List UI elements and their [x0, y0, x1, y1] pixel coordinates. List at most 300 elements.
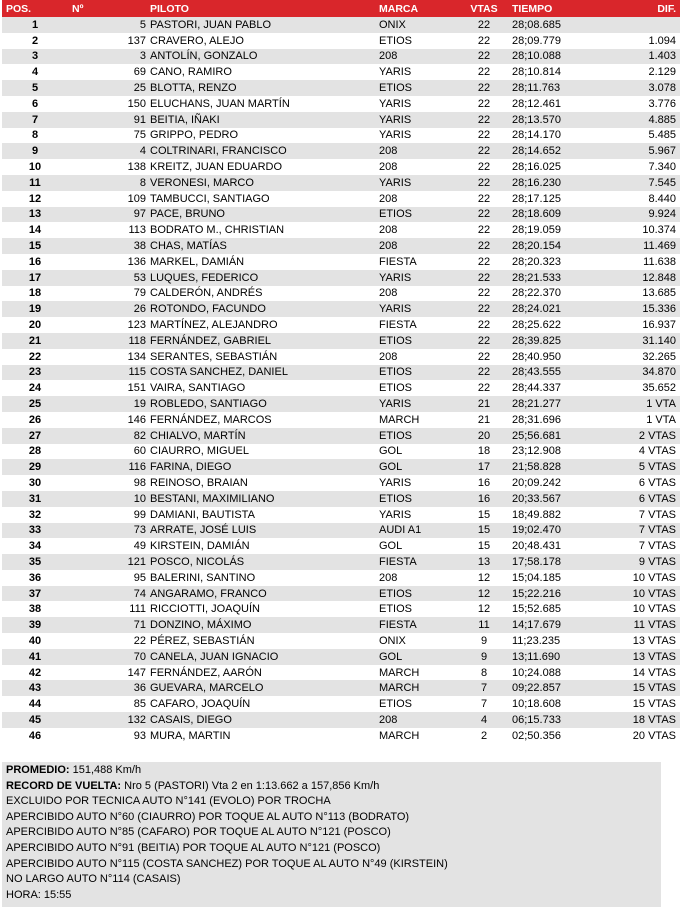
brand-cell: YARIS: [377, 64, 459, 80]
gap-cell: 7 VTAS: [602, 507, 680, 523]
pos-cell: 15: [2, 238, 68, 254]
time-cell: 20;48.431: [509, 538, 602, 554]
time-cell: 02;50.356: [509, 728, 602, 744]
table-row: [2, 507, 680, 523]
gap-cell: 31.140: [602, 333, 680, 349]
number-cell: 79: [68, 286, 148, 302]
brand-cell: YARIS: [377, 270, 459, 286]
gap-cell: 7 VTAS: [602, 538, 680, 554]
table-row: [2, 349, 680, 365]
driver-cell: SERANTES, SEBASTIÁN: [148, 349, 377, 365]
table-row: [2, 143, 680, 159]
gap-cell: 11.638: [602, 254, 680, 270]
brand-cell: YARIS: [377, 128, 459, 144]
pos-cell: 2: [2, 33, 68, 49]
table-row: [2, 649, 680, 665]
brand-cell: ETIOS: [377, 696, 459, 712]
brand-cell: MARCH: [377, 728, 459, 744]
brand-cell: FIESTA: [377, 254, 459, 270]
number-cell: 74: [68, 586, 148, 602]
brand-cell: 208: [377, 191, 459, 207]
driver-cell: DAMIANI, BAUTISTA: [148, 507, 377, 523]
laps-cell: 22: [459, 80, 509, 96]
table-row: [2, 159, 680, 175]
pos-cell: 25: [2, 396, 68, 412]
gap-cell: 20 VTAS: [602, 728, 680, 744]
gap-cell: 11.469: [602, 238, 680, 254]
number-cell: 116: [68, 459, 148, 475]
time-cell: 28;22.370: [509, 286, 602, 302]
brand-cell: FIESTA: [377, 317, 459, 333]
pos-cell: 44: [2, 696, 68, 712]
driver-cell: BEITIA, IÑAKI: [148, 112, 377, 128]
laps-cell: 22: [459, 112, 509, 128]
driver-cell: BESTANI, MAXIMILIANO: [148, 491, 377, 507]
laps-cell: 22: [459, 159, 509, 175]
table-row: [2, 523, 680, 539]
pos-cell: 30: [2, 475, 68, 491]
brand-cell: YARIS: [377, 507, 459, 523]
gap-cell: 2.129: [602, 64, 680, 80]
laps-cell: 22: [459, 238, 509, 254]
pos-cell: 21: [2, 333, 68, 349]
gap-cell: 10 VTAS: [602, 570, 680, 586]
note-line: APERCIBIDO AUTO N°60 (CIAURRO) POR TOQUE AL AUTO N°113 (BODRATO): [6, 810, 410, 823]
driver-cell: RICCIOTTI, JOAQUÍN: [148, 601, 377, 617]
pos-cell: 40: [2, 633, 68, 649]
number-cell: 97: [68, 207, 148, 223]
time-cell: 28;20.323: [509, 254, 602, 270]
number-cell: 73: [68, 523, 148, 539]
pos-cell: 22: [2, 349, 68, 365]
laps-cell: 22: [459, 380, 509, 396]
laps-cell: 11: [459, 617, 509, 633]
gap-cell: 13.685: [602, 286, 680, 302]
number-cell: 25: [68, 80, 148, 96]
results-table: [2, 0, 680, 744]
laps-cell: 16: [459, 491, 509, 507]
laps-cell: 12: [459, 601, 509, 617]
table-row: [2, 380, 680, 396]
pos-cell: 27: [2, 428, 68, 444]
driver-cell: CAFARO, JOAQUÍN: [148, 696, 377, 712]
gap-cell: 3.776: [602, 96, 680, 112]
laps-cell: 22: [459, 301, 509, 317]
number-cell: 121: [68, 554, 148, 570]
driver-cell: ELUCHANS, JUAN MARTÍN: [148, 96, 377, 112]
table-row: [2, 333, 680, 349]
time-cell: 20;09.242: [509, 475, 602, 491]
number-cell: 60: [68, 444, 148, 460]
table-row: [2, 128, 680, 144]
gap-cell: 11 VTAS: [602, 617, 680, 633]
time-cell: 28;19.059: [509, 222, 602, 238]
laps-cell: 17: [459, 459, 509, 475]
driver-cell: COLTRINARI, FRANCISCO: [148, 143, 377, 159]
driver-cell: REINOSO, BRAIAN: [148, 475, 377, 491]
gap-cell: 5.967: [602, 143, 680, 159]
gap-cell: 13 VTAS: [602, 633, 680, 649]
brand-cell: ETIOS: [377, 380, 459, 396]
time-cell: 20;33.567: [509, 491, 602, 507]
pos-cell: 43: [2, 680, 68, 696]
gap-cell: 10.374: [602, 222, 680, 238]
driver-cell: CHAS, MATÍAS: [148, 238, 377, 254]
number-cell: 69: [68, 64, 148, 80]
brand-cell: ONIX: [377, 17, 459, 33]
pos-cell: 39: [2, 617, 68, 633]
pos-cell: 20: [2, 317, 68, 333]
pos-cell: 35: [2, 554, 68, 570]
time-cell: 14;17.679: [509, 617, 602, 633]
number-cell: 26: [68, 301, 148, 317]
laps-cell: 7: [459, 696, 509, 712]
pos-cell: 38: [2, 601, 68, 617]
driver-cell: FERNÁNDEZ, AARÓN: [148, 665, 377, 681]
brand-cell: GOL: [377, 444, 459, 460]
driver-cell: CRAVERO, ALEJO: [148, 33, 377, 49]
pos-cell: 29: [2, 459, 68, 475]
number-cell: 10: [68, 491, 148, 507]
header-marca: MARCA: [377, 0, 459, 17]
laps-cell: 22: [459, 49, 509, 65]
time-cell: 28;43.555: [509, 365, 602, 381]
pos-cell: 31: [2, 491, 68, 507]
number-cell: 118: [68, 333, 148, 349]
brand-cell: ETIOS: [377, 80, 459, 96]
driver-cell: CANO, RAMIRO: [148, 64, 377, 80]
driver-cell: FARINA, DIEGO: [148, 459, 377, 475]
number-cell: 75: [68, 128, 148, 144]
driver-cell: DONZINO, MÁXIMO: [148, 617, 377, 633]
number-cell: 147: [68, 665, 148, 681]
gap-cell: 16.937: [602, 317, 680, 333]
number-cell: 98: [68, 475, 148, 491]
brand-cell: GOL: [377, 459, 459, 475]
laps-cell: 4: [459, 712, 509, 728]
table-row: [2, 428, 680, 444]
laps-cell: 22: [459, 317, 509, 333]
time-cell: 28;12.461: [509, 96, 602, 112]
table-row: [2, 96, 680, 112]
driver-cell: KREITZ, JUAN EDUARDO: [148, 159, 377, 175]
header-row: [2, 0, 680, 17]
pos-cell: 32: [2, 507, 68, 523]
gap-cell: 5.485: [602, 128, 680, 144]
brand-cell: 208: [377, 222, 459, 238]
table-row: [2, 475, 680, 491]
number-cell: 113: [68, 222, 148, 238]
table-row: [2, 49, 680, 65]
table-row: [2, 64, 680, 80]
number-cell: 138: [68, 159, 148, 175]
pos-cell: 14: [2, 222, 68, 238]
table-row: [2, 365, 680, 381]
table-row: [2, 270, 680, 286]
table-row: [2, 317, 680, 333]
note-line: EXCLUIDO POR TECNICA AUTO N°141 (EVOLO) POR TROCHA: [6, 795, 331, 808]
number-cell: 53: [68, 270, 148, 286]
note-line: HORA: 15:55: [6, 888, 72, 901]
laps-cell: 22: [459, 365, 509, 381]
table-row: [2, 175, 680, 191]
time-cell: 15;52.685: [509, 601, 602, 617]
gap-cell: 32.265: [602, 349, 680, 365]
brand-cell: YARIS: [377, 112, 459, 128]
brand-cell: 208: [377, 570, 459, 586]
pos-cell: 17: [2, 270, 68, 286]
driver-cell: CALDERÓN, ANDRÉS: [148, 286, 377, 302]
table-row: [2, 586, 680, 602]
brand-cell: MARCH: [377, 665, 459, 681]
time-cell: 28;08.685: [509, 17, 602, 33]
promedio-label: PROMEDIO:: [6, 764, 70, 776]
pos-cell: 8: [2, 128, 68, 144]
time-cell: 28;25.622: [509, 317, 602, 333]
time-cell: 28;31.696: [509, 412, 602, 428]
time-cell: 28;10.088: [509, 49, 602, 65]
laps-cell: 22: [459, 207, 509, 223]
gap-cell: 4 VTAS: [602, 444, 680, 460]
time-cell: 15;22.216: [509, 586, 602, 602]
brand-cell: YARIS: [377, 96, 459, 112]
table-row: [2, 112, 680, 128]
number-cell: 4: [68, 143, 148, 159]
time-cell: 28;16.230: [509, 175, 602, 191]
number-cell: 22: [68, 633, 148, 649]
gap-cell: 15.336: [602, 301, 680, 317]
driver-cell: ANTOLÍN, GONZALO: [148, 49, 377, 65]
gap-cell: 1.403: [602, 49, 680, 65]
gap-cell: 1.094: [602, 33, 680, 49]
gap-cell: 35.652: [602, 380, 680, 396]
header-pos: POS.: [2, 0, 68, 17]
laps-cell: 8: [459, 665, 509, 681]
table-row: [2, 459, 680, 475]
driver-cell: BALERINI, SANTINO: [148, 570, 377, 586]
table-row: [2, 633, 680, 649]
number-cell: 3: [68, 49, 148, 65]
gap-cell: 1 VTA: [602, 412, 680, 428]
brand-cell: 208: [377, 238, 459, 254]
promedio-value: 151,488 Km/h: [69, 764, 142, 776]
table-row: [2, 254, 680, 270]
driver-cell: CANELA, JUAN IGNACIO: [148, 649, 377, 665]
brand-cell: ETIOS: [377, 207, 459, 223]
pos-cell: 10: [2, 159, 68, 175]
header-dif: DIF.: [602, 0, 680, 17]
note-line: APERCIBIDO AUTO N°115 (COSTA SANCHEZ) POR TOQUE AL AUTO N°49 (KIRSTEIN): [6, 857, 448, 870]
pos-cell: 24: [2, 380, 68, 396]
pos-cell: 45: [2, 712, 68, 728]
time-cell: 28;10.814: [509, 64, 602, 80]
brand-cell: AUDI A1: [377, 523, 459, 539]
number-cell: 115: [68, 365, 148, 381]
gap-cell: 8.440: [602, 191, 680, 207]
driver-cell: GUEVARA, MARCELO: [148, 680, 377, 696]
laps-cell: 22: [459, 143, 509, 159]
number-cell: 146: [68, 412, 148, 428]
time-cell: 28;24.021: [509, 301, 602, 317]
table-row: [2, 617, 680, 633]
brand-cell: FIESTA: [377, 554, 459, 570]
table-row: [2, 396, 680, 412]
pos-cell: 34: [2, 538, 68, 554]
pos-cell: 13: [2, 207, 68, 223]
laps-cell: 12: [459, 586, 509, 602]
driver-cell: ROBLEDO, SANTIAGO: [148, 396, 377, 412]
time-cell: 19;02.470: [509, 523, 602, 539]
laps-cell: 22: [459, 33, 509, 49]
note-line: APERCIBIDO AUTO N°91 (BEITIA) POR TOQUE AL AUTO N°121 (POSCO): [6, 841, 381, 854]
number-cell: 49: [68, 538, 148, 554]
laps-cell: 22: [459, 286, 509, 302]
driver-cell: ANGARAMO, FRANCO: [148, 586, 377, 602]
table-row: [2, 665, 680, 681]
pos-cell: 4: [2, 64, 68, 80]
gap-cell: [602, 17, 680, 33]
driver-cell: CASAIS, DIEGO: [148, 712, 377, 728]
pos-cell: 6: [2, 96, 68, 112]
table-row: [2, 728, 680, 744]
gap-cell: 18 VTAS: [602, 712, 680, 728]
time-cell: 28;39.825: [509, 333, 602, 349]
table-row: [2, 222, 680, 238]
time-cell: 28;16.025: [509, 159, 602, 175]
time-cell: 28;17.125: [509, 191, 602, 207]
pos-cell: 9: [2, 143, 68, 159]
gap-cell: 9.924: [602, 207, 680, 223]
pos-cell: 7: [2, 112, 68, 128]
time-cell: 25;56.681: [509, 428, 602, 444]
table-row: [2, 601, 680, 617]
time-cell: 28;11.763: [509, 80, 602, 96]
time-cell: 28;14.170: [509, 128, 602, 144]
header-tiempo: TIEMPO: [509, 0, 602, 17]
driver-cell: MARTÍNEZ, ALEJANDRO: [148, 317, 377, 333]
time-cell: 28;44.337: [509, 380, 602, 396]
driver-cell: BODRATO M., CHRISTIAN: [148, 222, 377, 238]
gap-cell: 7 VTAS: [602, 523, 680, 539]
number-cell: 19: [68, 396, 148, 412]
notes-panel: [2, 762, 661, 907]
table-row: [2, 554, 680, 570]
driver-cell: COSTA SANCHEZ, DANIEL: [148, 365, 377, 381]
laps-cell: 2: [459, 728, 509, 744]
number-cell: 137: [68, 33, 148, 49]
laps-cell: 16: [459, 475, 509, 491]
gap-cell: 14 VTAS: [602, 665, 680, 681]
brand-cell: MARCH: [377, 412, 459, 428]
driver-cell: CHIALVO, MARTÍN: [148, 428, 377, 444]
driver-cell: LUQUES, FEDERICO: [148, 270, 377, 286]
time-cell: 28;13.570: [509, 112, 602, 128]
record-value: Nro 5 (PASTORI) Vta 2 en 1:13.662 a 157,856 Km/h: [121, 779, 380, 792]
pos-cell: 1: [2, 17, 68, 33]
gap-cell: 34.870: [602, 365, 680, 381]
pos-cell: 33: [2, 523, 68, 539]
time-cell: 17;58.178: [509, 554, 602, 570]
brand-cell: ONIX: [377, 633, 459, 649]
laps-cell: 22: [459, 191, 509, 207]
laps-cell: 22: [459, 222, 509, 238]
brand-cell: 208: [377, 712, 459, 728]
driver-cell: PACE, BRUNO: [148, 207, 377, 223]
time-cell: 06;15.733: [509, 712, 602, 728]
table-row: [2, 17, 680, 33]
gap-cell: 12.848: [602, 270, 680, 286]
laps-cell: 15: [459, 523, 509, 539]
number-cell: 109: [68, 191, 148, 207]
number-cell: 91: [68, 112, 148, 128]
results-body: [2, 17, 680, 744]
gap-cell: 7.545: [602, 175, 680, 191]
driver-cell: KIRSTEIN, DAMIÁN: [148, 538, 377, 554]
number-cell: 71: [68, 617, 148, 633]
laps-cell: 22: [459, 96, 509, 112]
number-cell: 82: [68, 428, 148, 444]
number-cell: 123: [68, 317, 148, 333]
laps-cell: 21: [459, 396, 509, 412]
brand-cell: 208: [377, 49, 459, 65]
gap-cell: 2 VTAS: [602, 428, 680, 444]
number-cell: 70: [68, 649, 148, 665]
time-cell: 28;09.779: [509, 33, 602, 49]
gap-cell: 1 VTA: [602, 396, 680, 412]
pos-cell: 3: [2, 49, 68, 65]
number-cell: 132: [68, 712, 148, 728]
laps-cell: 15: [459, 538, 509, 554]
pos-cell: 37: [2, 586, 68, 602]
table-row: [2, 570, 680, 586]
note-line: APERCIBIDO AUTO N°85 (CAFARO) POR TOQUE AL AUTO N°121 (POSCO): [6, 826, 391, 839]
pos-cell: 41: [2, 649, 68, 665]
number-cell: 85: [68, 696, 148, 712]
pos-cell: 28: [2, 444, 68, 460]
laps-cell: 9: [459, 649, 509, 665]
laps-cell: 22: [459, 64, 509, 80]
table-row: [2, 207, 680, 223]
time-cell: 15;04.185: [509, 570, 602, 586]
pos-cell: 46: [2, 728, 68, 744]
brand-cell: ETIOS: [377, 586, 459, 602]
table-row: [2, 712, 680, 728]
brand-cell: ETIOS: [377, 33, 459, 49]
record-line: [6, 779, 657, 795]
table-row: [2, 238, 680, 254]
time-cell: 28;21.277: [509, 396, 602, 412]
pos-cell: 11: [2, 175, 68, 191]
pos-cell: 19: [2, 301, 68, 317]
brand-cell: MARCH: [377, 680, 459, 696]
brand-cell: ETIOS: [377, 601, 459, 617]
pos-cell: 12: [2, 191, 68, 207]
time-cell: 28;21.533: [509, 270, 602, 286]
brand-cell: YARIS: [377, 396, 459, 412]
laps-cell: 21: [459, 412, 509, 428]
driver-cell: MURA, MARTIN: [148, 728, 377, 744]
driver-cell: FERNÁNDEZ, MARCOS: [148, 412, 377, 428]
time-cell: 18;49.882: [509, 507, 602, 523]
laps-cell: 12: [459, 570, 509, 586]
table-row: [2, 538, 680, 554]
time-cell: 11;23.235: [509, 633, 602, 649]
header-num: Nº: [68, 0, 148, 17]
table-row: [2, 80, 680, 96]
gap-cell: 7.340: [602, 159, 680, 175]
brand-cell: GOL: [377, 649, 459, 665]
brand-cell: ETIOS: [377, 365, 459, 381]
